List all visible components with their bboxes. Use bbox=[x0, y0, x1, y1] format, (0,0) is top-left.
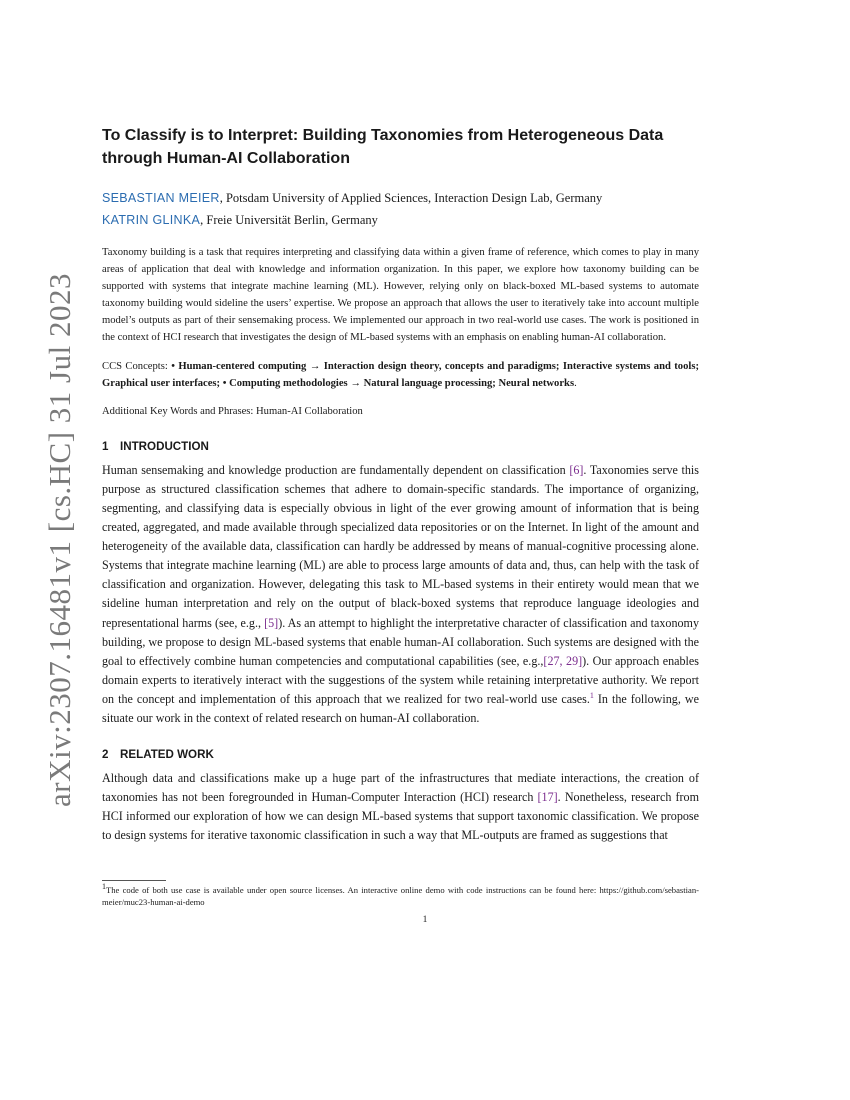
ccs-concepts bbox=[102, 358, 699, 392]
ccs-end: . bbox=[574, 377, 577, 389]
section-heading-introduction bbox=[102, 439, 699, 455]
footnote-divider bbox=[102, 880, 166, 881]
ccs-label: CCS Concepts: bbox=[102, 360, 172, 372]
ccs-concepts-list: • Human-centered computing → Interaction design theory, concepts and paradigms; Interactive systems and tools; Graphical user interfaces; • Computing methodologies → Natural language processing; Neural networks bbox=[102, 360, 699, 389]
text-run: ). Our approach enables domain experts to iteratively interact with the suggestions of the system while retaining interpretative authority. We report on the concept and implementation of this approach that we realized for two real-world use cases. bbox=[102, 653, 699, 706]
abstract: Taxonomy building is a task that requires interpreting and classifying data within a given frame of reference, which comes to play in many areas of application that deal with knowledge and information organization. In this paper, we explore how taxonomy building can be supported with systems that integrate machine learning (ML). However, relying only on black-boxed ML-based systems to automate taxonomy building would sideline the users’ expertise. We propose an approach that allows the user to iteratively take into account multiple model’s outputs as part of their sensemaking process. We implemented our approach in two real-world use cases. The work is positioned in the context of HCI research that investigates the design of ML-based systems with an emphasis on enabling human-AI collaboration. bbox=[102, 247, 699, 344]
section-title: INTRODUCTION bbox=[120, 439, 209, 453]
text-run: In the following, we situate our work in the context of related research on human-AI collaboration. bbox=[102, 691, 699, 725]
author-line bbox=[102, 187, 699, 209]
text-run: Although data and classifications make up a huge part of the infrastructures that mediate interactions, the creation of taxonomies has not been foregrounded in Human-Computer Interaction (HCI) research bbox=[102, 771, 699, 805]
footnote-text: The code of both use case is available under open source licenses. An interactive online demo with code instructions can be found here: https://github.com/sebastian-meier/muc23-human-ai-demo bbox=[102, 885, 699, 908]
footnote bbox=[102, 884, 699, 909]
citation-link[interactable]: [17] bbox=[537, 790, 558, 805]
footnote-mark: 1 bbox=[102, 882, 106, 892]
text-run: . Taxonomies serve this purpose as structured classification schemes that adhere to domain-specific standards. The importance of organizing, segmenting, and classifying data is especially obvious in light of the ever growing amount of information that is being created, aggregated, and made available through specialized data repositories or on the Internet. In light of the amount and heterogeneity of the available data, classification can hardly be addressed by means of manual-cognitive processing alone. Systems that integrate machine learning (ML) are able to process large amounts of data and, thus, can help with the task of classification and organization. However, delegating this task to ML-based systems in their entirety would mean that we sideline human interpretation and rely on the output of black-boxed systems that reproduce language ideologies and representational harms (see, e.g., bbox=[102, 462, 699, 630]
arxiv-identifier: arXiv:2307.16481v1 [cs.HC] 31 Jul 2023 bbox=[42, 273, 77, 807]
section-number: 2 bbox=[102, 748, 109, 762]
text-run: Human sensemaking and knowledge production are fundamentally dependent on classification bbox=[102, 462, 570, 477]
footnote-marker[interactable]: 1 bbox=[589, 690, 594, 700]
keywords: Additional Key Words and Phrases: Human-AI Collaboration bbox=[102, 405, 363, 417]
citation-link[interactable]: [27, 29] bbox=[543, 653, 583, 668]
related-work-paragraph bbox=[102, 769, 699, 845]
text-run: ). As an attempt to highlight the interpretative character of classification and taxonomy building, we propose to design ML-based systems that enable human-AI collaboration. Such systems are designed with the goal to effectively combine human competencies and computational capabilities (see, e.g., bbox=[102, 615, 700, 668]
citation-link[interactable]: [5] bbox=[264, 615, 279, 630]
section-number: 1 bbox=[102, 439, 109, 453]
author-affiliation: , Freie Universität Berlin, Germany bbox=[200, 213, 378, 227]
author-name[interactable]: KATRIN GLINKA bbox=[102, 213, 201, 227]
paper-title: To Classify is to Interpret: Building Taxonomies from Heterogeneous Data through Human-AI Collaboration bbox=[102, 127, 664, 167]
section-title: RELATED WORK bbox=[120, 748, 214, 762]
citation-link[interactable]: [6] bbox=[569, 462, 584, 477]
author-line bbox=[102, 209, 699, 231]
paper-content bbox=[102, 124, 699, 845]
author-affiliation: , Potsdam University of Applied Sciences, Interaction Design Lab, Germany bbox=[219, 191, 603, 205]
introduction-paragraph bbox=[102, 461, 699, 728]
text-run: . Nonetheless, research from HCI informed our exploration of how we can design ML-based systems that support taxonomic classification. We propose to design systems for iterative taxonomic classification in such a way that ML-outputs are framed as suggestions that bbox=[102, 790, 699, 843]
author-name[interactable]: SEBASTIAN MEIER bbox=[102, 191, 220, 205]
section-heading-related-work bbox=[102, 747, 699, 763]
page-number: 1 bbox=[422, 915, 428, 925]
